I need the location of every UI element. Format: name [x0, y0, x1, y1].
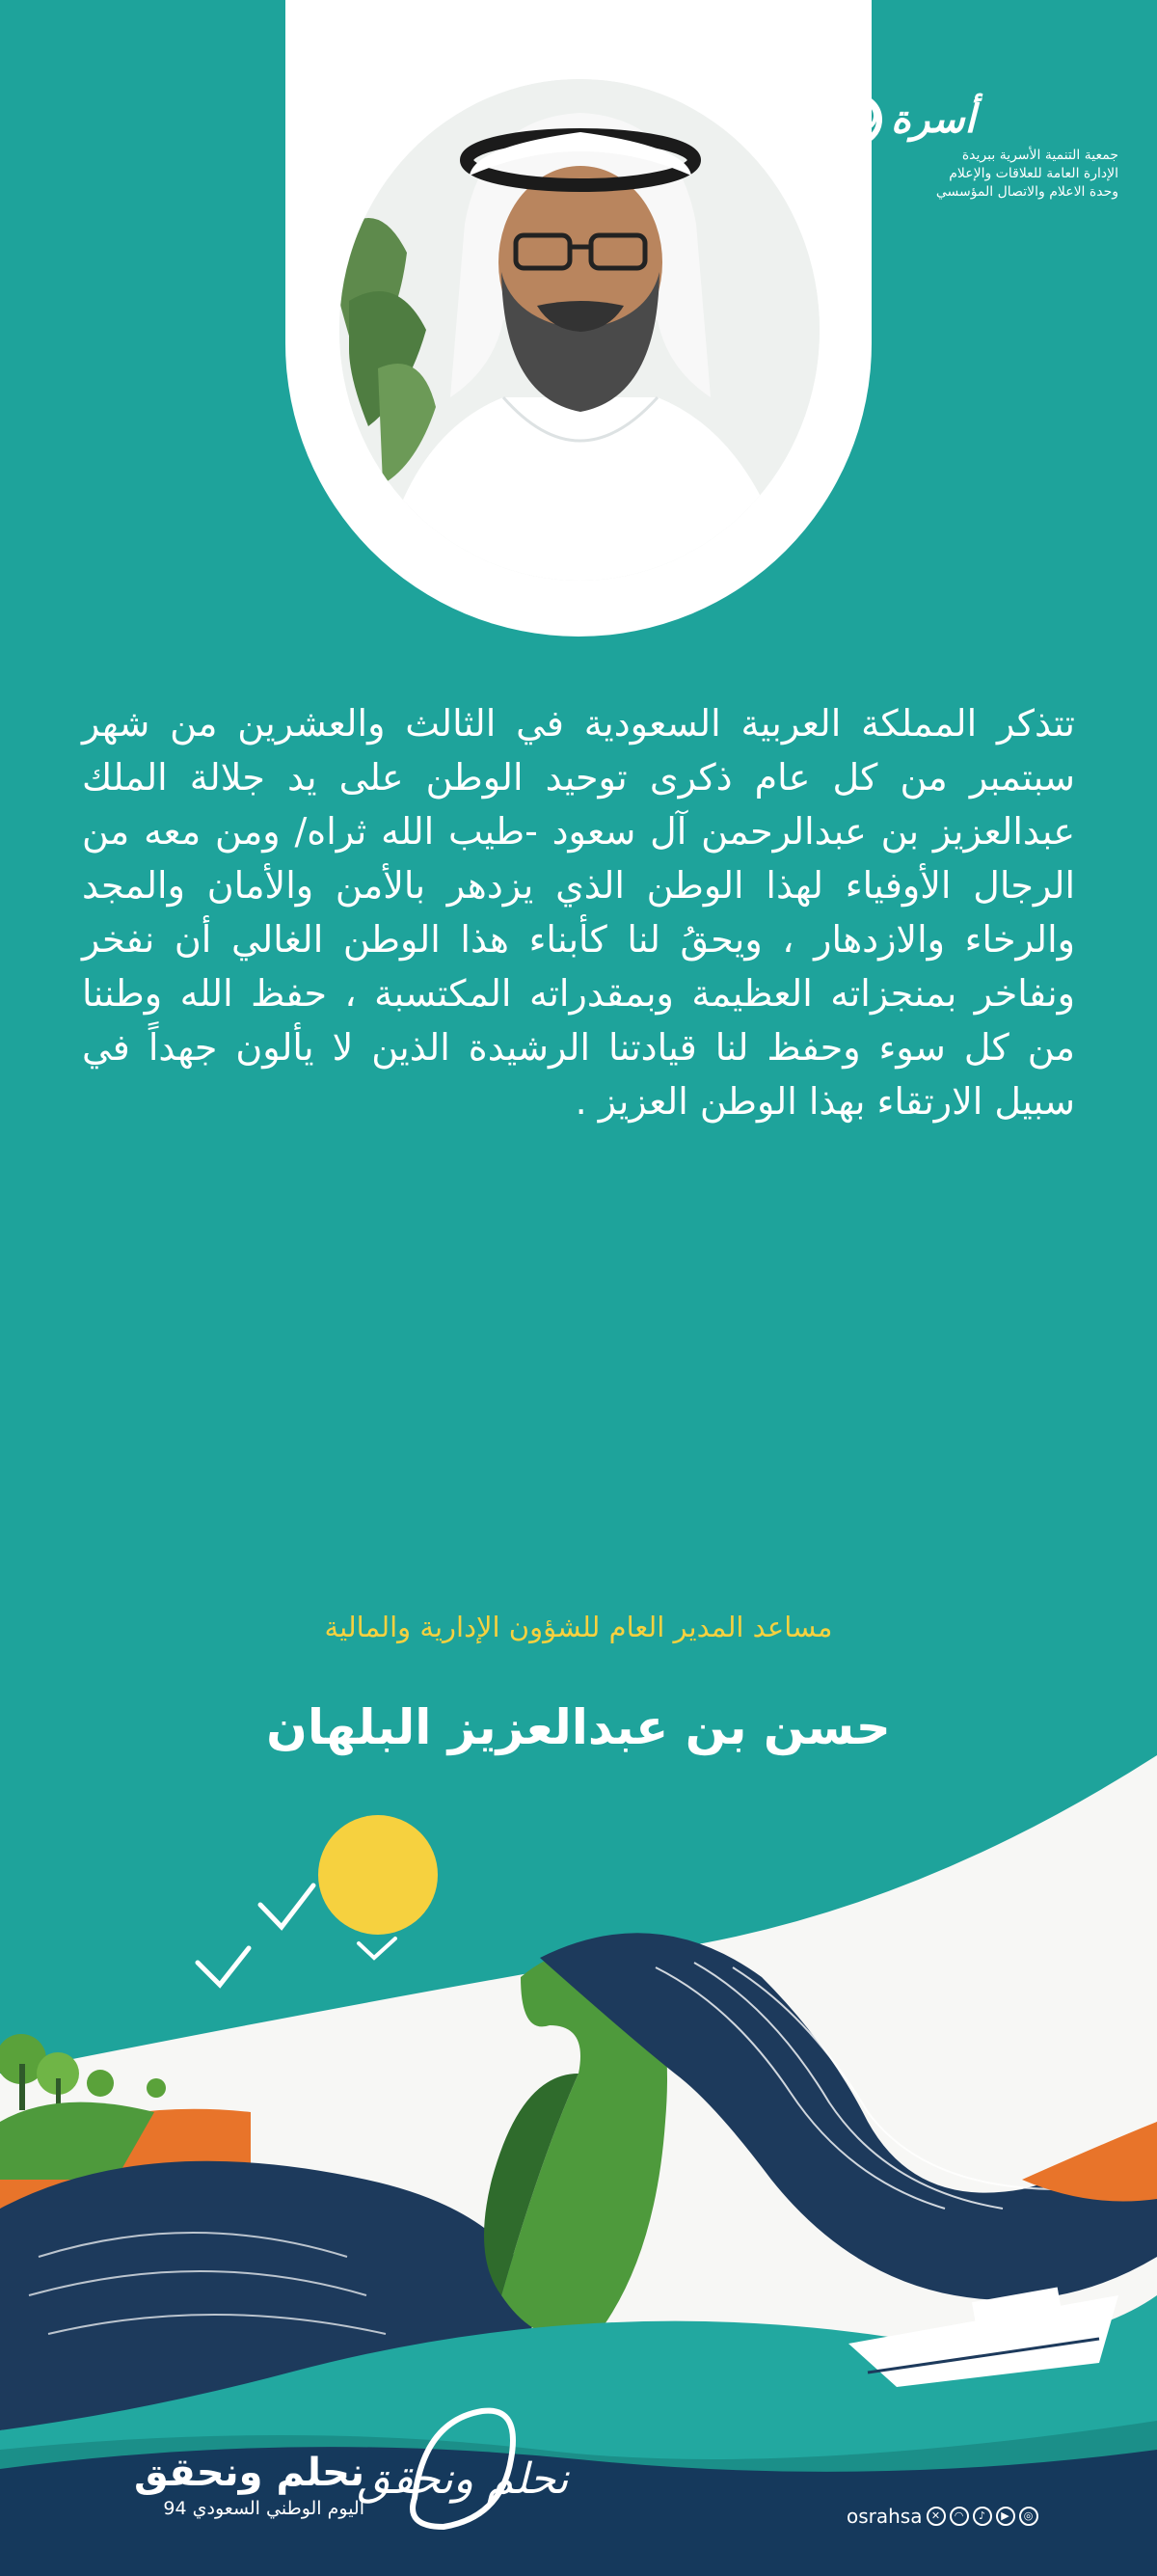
signature-role: مساعد المدير العام للشؤون الإدارية والمالية [324, 1611, 833, 1643]
logo-line-1: جمعية التنمية الأسرية ببريدة [961, 148, 1118, 163]
logo-line-3: وحدة الاعلام والاتصال المؤسسي [935, 184, 1118, 200]
social-links [841, 2505, 1038, 2528]
bird-shape [198, 1948, 249, 1985]
calligraphy-text: نحلم ونحقق [357, 2454, 569, 2504]
youtube-icon[interactable]: ▶ [996, 2507, 1015, 2526]
logo-line-2: الإدارة العامة للعلاقات والإعلام [949, 166, 1118, 181]
snapchat-icon[interactable]: ◠ [950, 2507, 969, 2526]
tiktok-icon[interactable]: ♪ [973, 2507, 992, 2526]
logo-wordmark: أسرة [891, 97, 976, 142]
bird-shape [260, 1885, 313, 1927]
portrait-photo [339, 79, 820, 581]
sun-shape [318, 1815, 438, 1935]
national-day-slogan [46, 2450, 364, 2519]
message-body: تتذكر المملكة العربية السعودية في الثالث والعشرين من شهر سبتمبر من كل عام ذكرى توحيد الوطن على يد جلالة الملك عبدالعزيز بن عبدالرحمن آل سعود -طيب الله ثراه/ ومن معه من الرجال الأوفياء لهذا الوطن الذي يزدهر بالأمن والأمان والمجد والرخاء والازدهار ، ويحقُ لنا كأبناء هذا الوطن الغالي أن نفخر ونفاخر بمنجزاته العظيمة وبمقدراته المكتسبة ، حفظ الله وطننا من كل سوء وحفظ لنا قيادتنا الرشيدة الذين لا يألون جهداً في سبيل الارتقاء بهذا الوطن العزيز . [82, 702, 1075, 1123]
instagram-icon[interactable]: ◎ [1019, 2507, 1038, 2526]
logo-crescent-icon [829, 93, 883, 147]
osra-logo [829, 93, 1118, 202]
signature-name: حسن بن عبدالعزيز البلهان [266, 1699, 891, 1755]
bird-shape [359, 1939, 395, 1958]
slogan-title: نحلم ونحقق [133, 2451, 364, 2495]
x-icon[interactable]: ✕ [927, 2507, 946, 2526]
social-handle[interactable]: osrahsa [847, 2505, 923, 2528]
slogan-subtitle: اليوم الوطني السعودي 94 [163, 2498, 364, 2519]
